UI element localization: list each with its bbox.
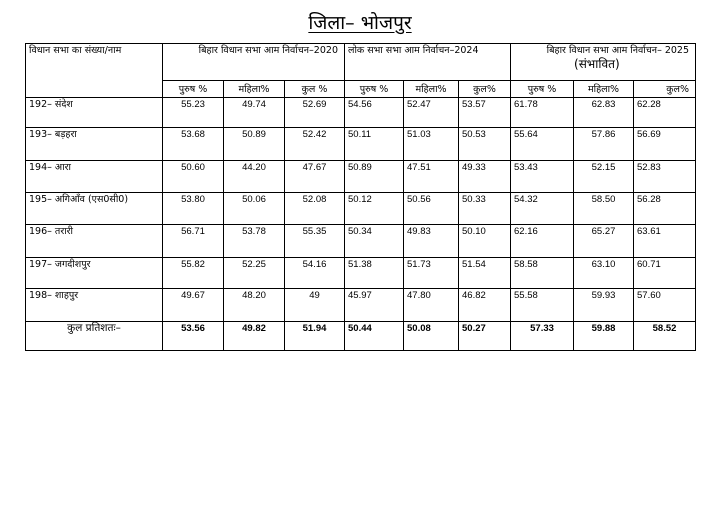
- value-cell: 54.56: [345, 98, 404, 128]
- subheader-2025-male: पुरुष %: [511, 81, 574, 98]
- constituency-name: 192– संदेश: [26, 98, 163, 128]
- value-cell: 49.83: [404, 225, 459, 258]
- value-cell: 53.68: [163, 128, 224, 161]
- value-cell: 49: [285, 289, 345, 322]
- value-cell: 51.03: [404, 128, 459, 161]
- value-cell: 50.53: [459, 128, 511, 161]
- value-cell: 65.27: [574, 225, 634, 258]
- total-cell: 49.82: [224, 322, 285, 351]
- total-label: कुल प्रतिशतः–: [26, 322, 163, 351]
- total-cell: 50.08: [404, 322, 459, 351]
- value-cell: 52.15: [574, 161, 634, 193]
- group-header-2025: [511, 44, 696, 81]
- value-cell: 48.20: [224, 289, 285, 322]
- value-cell: 53.43: [511, 161, 574, 193]
- total-cell: 53.56: [163, 322, 224, 351]
- value-cell: 56.28: [634, 193, 696, 225]
- subheader-2020-total: कुल %: [285, 81, 345, 98]
- value-cell: 50.89: [345, 161, 404, 193]
- value-cell: 50.33: [459, 193, 511, 225]
- value-cell: 49.74: [224, 98, 285, 128]
- value-cell: 53.78: [224, 225, 285, 258]
- page-title: [0, 10, 720, 36]
- value-cell: 50.10: [459, 225, 511, 258]
- total-cell: 50.27: [459, 322, 511, 351]
- total-cell: 50.44: [345, 322, 404, 351]
- constituency-name: 194– आरा: [26, 161, 163, 193]
- value-cell: 63.10: [574, 258, 634, 289]
- value-cell: 54.32: [511, 193, 574, 225]
- value-cell: 61.78: [511, 98, 574, 128]
- value-cell: 52.25: [224, 258, 285, 289]
- value-cell: 52.47: [404, 98, 459, 128]
- value-cell: 54.16: [285, 258, 345, 289]
- table-row: [26, 128, 696, 161]
- group-header-2024: लोक सभा सभा आम निर्वाचन–2024: [345, 44, 511, 81]
- value-cell: 47.51: [404, 161, 459, 193]
- subheader-2020-male: पुरुष %: [163, 81, 224, 98]
- constituency-name: 193– बड़हरा: [26, 128, 163, 161]
- value-cell: 49.33: [459, 161, 511, 193]
- subheader-2025-female: महिला%: [574, 81, 634, 98]
- total-cell: 59.88: [574, 322, 634, 351]
- header-row-groups: [26, 44, 696, 81]
- value-cell: 62.28: [634, 98, 696, 128]
- table-row: [26, 193, 696, 225]
- subheader-2024-female: महिला%: [404, 81, 459, 98]
- value-cell: 55.35: [285, 225, 345, 258]
- value-cell: 51.73: [404, 258, 459, 289]
- district-title: जिला– भोजपुर: [308, 12, 412, 34]
- group-header-2025-subtitle: (संभावित): [574, 57, 620, 71]
- value-cell: 50.34: [345, 225, 404, 258]
- table-row: [26, 225, 696, 258]
- value-cell: 47.80: [404, 289, 459, 322]
- value-cell: 56.71: [163, 225, 224, 258]
- value-cell: 49.67: [163, 289, 224, 322]
- value-cell: 56.69: [634, 128, 696, 161]
- table-row: [26, 289, 696, 322]
- value-cell: 52.08: [285, 193, 345, 225]
- value-cell: 52.83: [634, 161, 696, 193]
- value-cell: 60.71: [634, 258, 696, 289]
- subheader-2025-total: कुल%: [634, 81, 696, 98]
- value-cell: 52.69: [285, 98, 345, 128]
- total-cell: 51.94: [285, 322, 345, 351]
- table-row: [26, 161, 696, 193]
- value-cell: 55.58: [511, 289, 574, 322]
- value-cell: 50.60: [163, 161, 224, 193]
- total-cell: 58.52: [634, 322, 696, 351]
- value-cell: 52.42: [285, 128, 345, 161]
- value-cell: 46.82: [459, 289, 511, 322]
- value-cell: 50.56: [404, 193, 459, 225]
- value-cell: 55.23: [163, 98, 224, 128]
- subheader-2024-male: पुरुष %: [345, 81, 404, 98]
- group-header-2025-title: बिहार विधान सभा आम निर्वाचन– 2025: [546, 45, 690, 56]
- value-cell: 58.58: [511, 258, 574, 289]
- value-cell: 57.60: [634, 289, 696, 322]
- constituency-name: 197– जगदीशपुर: [26, 258, 163, 289]
- subheader-2020-female: महिला%: [224, 81, 285, 98]
- total-cell: 57.33: [511, 322, 574, 351]
- group-header-2020: बिहार विधान सभा आम निर्वाचन–2020: [163, 44, 345, 81]
- value-cell: 55.64: [511, 128, 574, 161]
- turnout-table: [25, 43, 696, 351]
- constituency-name: 198– शाहपुर: [26, 289, 163, 322]
- value-cell: 59.93: [574, 289, 634, 322]
- total-row: [26, 322, 696, 351]
- value-cell: 53.80: [163, 193, 224, 225]
- table-row: [26, 98, 696, 128]
- value-cell: 51.54: [459, 258, 511, 289]
- value-cell: 57.86: [574, 128, 634, 161]
- value-cell: 53.57: [459, 98, 511, 128]
- value-cell: 58.50: [574, 193, 634, 225]
- value-cell: 50.06: [224, 193, 285, 225]
- table-row: [26, 258, 696, 289]
- value-cell: 50.89: [224, 128, 285, 161]
- value-cell: 51.38: [345, 258, 404, 289]
- value-cell: 55.82: [163, 258, 224, 289]
- value-cell: 50.11: [345, 128, 404, 161]
- value-cell: 44.20: [224, 161, 285, 193]
- constituency-header: विधान सभा का संख्या/नाम: [26, 44, 163, 98]
- value-cell: 63.61: [634, 225, 696, 258]
- constituency-name: 195– अगिआँव (एस0सी0): [26, 193, 163, 225]
- constituency-name: 196– तरारी: [26, 225, 163, 258]
- value-cell: 62.16: [511, 225, 574, 258]
- value-cell: 62.83: [574, 98, 634, 128]
- value-cell: 50.12: [345, 193, 404, 225]
- value-cell: 47.67: [285, 161, 345, 193]
- value-cell: 45.97: [345, 289, 404, 322]
- subheader-2024-total: कुल%: [459, 81, 511, 98]
